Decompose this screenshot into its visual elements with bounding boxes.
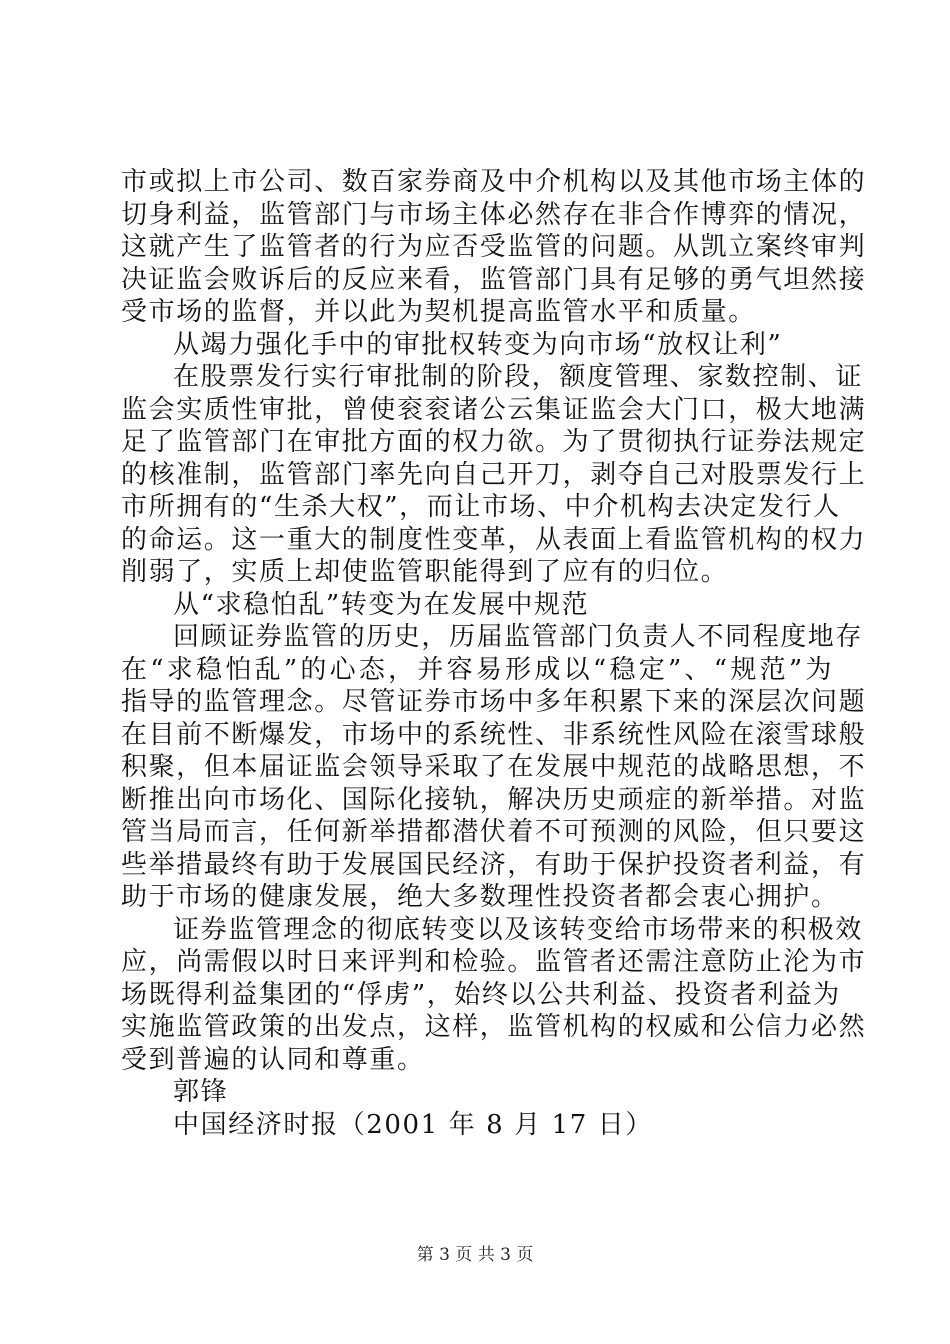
document-body xyxy=(121,166,867,1141)
text-line: 受市场的监督，并以此为契机提高监管水平和质量。 xyxy=(121,297,756,327)
text-line: 受到普遍的认同和尊重。 xyxy=(121,1044,425,1075)
text-line: 在目前不断爆发，市场中的系统性、非系统性风险在滚雪球般 xyxy=(121,719,867,750)
text-line: 在“求稳怕乱”的心态，并容易形成以“稳定”、“规范”为 xyxy=(121,654,833,685)
text-line: 郭锋 xyxy=(173,1077,229,1107)
text-line: 监会实质性审批，曾使衮衮诸公云集证监会大门口，极大地满 xyxy=(121,394,867,425)
text-line: 这就产生了监管者的行为应否受监管的问题。从凯立案终审判 xyxy=(121,232,867,262)
text-line: 助于市场的健康发展，绝大多数理性投资者都会衷心拥护。 xyxy=(121,882,839,912)
text-line: 市所拥有的“生杀大权”，而让市场、中介机构去决定发行人 xyxy=(121,492,841,522)
text-line: 断推出向市场化、国际化接轨，解决历史顽症的新举措。对监 xyxy=(121,784,867,815)
text-line: 削弱了，实质上却使监管职能得到了应有的归位。 xyxy=(121,557,729,587)
text-line: 从竭力强化手中的审批权转变为向市场“放权让利” xyxy=(173,329,783,360)
text-line: 证券监管理念的彻底转变以及该转变给市场带来的积极效 xyxy=(173,914,864,945)
text-line: 些举措最终有助于发展国民经济，有助于保护投资者利益，有 xyxy=(121,849,867,880)
text-line: 从“求稳怕乱”转变为在发展中规范 xyxy=(173,589,590,620)
text-line: 的命运。这一重大的制度性变革，从表面上看监管机构的权力 xyxy=(121,524,867,555)
text-line: 在股票发行实行审批制的阶段，额度管理、家数控制、证 xyxy=(173,362,864,392)
text-line: 管当局而言，任何新举措都潜伏着不可预测的风险，但只要这 xyxy=(121,817,867,847)
text-line: 中国经济时报（2001 年 8 月 17 日） xyxy=(173,1109,653,1140)
text-line: 场既得利益集团的“俘虏”，始终以公共利益、投资者利益为 xyxy=(121,979,841,1010)
text-line: 足了监管部门在审批方面的权力欲。为了贯彻执行证券法规定 xyxy=(121,427,867,457)
text-line: 的核准制，监管部门率先向自己开刀，剥夺自己对股票发行上 xyxy=(121,459,867,490)
text-line: 指导的监管理念。尽管证券市场中多年积累下来的深层次问题 xyxy=(121,687,867,717)
text-line: 决证监会败诉后的反应来看，监管部门具有足够的勇气坦然接 xyxy=(121,264,867,295)
text-line: 应，尚需假以时日来评判和检验。监管者还需注意防止沦为市 xyxy=(121,947,867,977)
text-line: 切身利益，监管部门与市场主体必然存在非合作博弈的情况， xyxy=(121,199,867,230)
text-line: 实施监管政策的出发点，这样，监管机构的权威和公信力必然 xyxy=(121,1012,867,1042)
text-line: 回顾证券监管的历史，历届监管部门负责人不同程度地存 xyxy=(173,622,864,652)
text-line: 市或拟上市公司、数百家券商及中介机构以及其他市场主体的 xyxy=(121,167,867,197)
page-footer: 第 3 页 共 3 页 xyxy=(416,1245,534,1265)
text-line: 积聚，但本届证监会领导采取了在发展中规范的战略思想，不 xyxy=(121,752,867,782)
